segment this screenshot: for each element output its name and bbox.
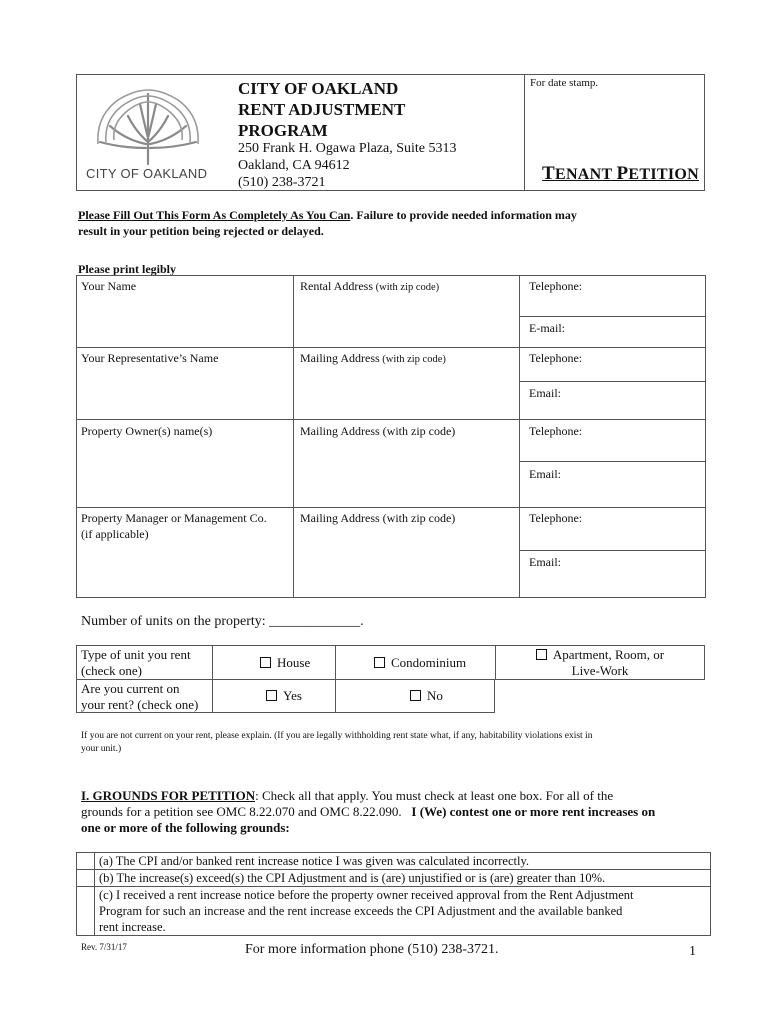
program-title-line-1: CITY OF OAKLAND	[238, 79, 399, 98]
manager-mailing-address-label: Mailing Address (with zip code)	[300, 511, 456, 525]
form-title-rest1: ENANT	[554, 166, 617, 183]
owner-mailing-address-label: Mailing Address (with zip code)	[300, 424, 456, 438]
phone-email-sep-2	[519, 381, 706, 382]
address-line-2: Oakland, CA 94612	[238, 158, 350, 173]
house-label: House	[277, 655, 311, 670]
rep-mailing-address-label	[300, 350, 446, 368]
grounds-line-3: one or more of the following grounds:	[81, 820, 290, 835]
explain-note-line-1: If you are not current on your rent, please explain. (If you are legally withholding rent state what, if any, habitability violations exist in	[81, 731, 593, 741]
grounds-text-2: grounds for a petition see OMC 8.22.070 and OMC 8.22.090.	[81, 804, 402, 819]
rep-mailing-address-field[interactable]	[298, 370, 518, 416]
house-option[interactable]	[260, 655, 310, 671]
condo-label: Condominium	[391, 655, 467, 670]
rep-email-label: Email:	[529, 386, 561, 400]
yes-option[interactable]	[266, 688, 302, 704]
manager-telephone-field[interactable]	[590, 510, 706, 548]
owner-telephone-field[interactable]	[590, 423, 706, 459]
tenant-name-field[interactable]	[80, 298, 292, 344]
rep-mailing-address-suffix: (with zip code)	[379, 354, 446, 365]
intro-underlined: Please Fill Out This Form As Completely As You Can	[78, 208, 351, 222]
program-title-line-2: RENT ADJUSTMENT	[238, 100, 406, 119]
form-title	[542, 163, 699, 185]
rep-telephone-field[interactable]	[590, 350, 706, 380]
grounds-text-1: : Check all that apply. You must check at least one box. For all of the	[255, 788, 614, 803]
representative-name-field[interactable]	[80, 370, 292, 416]
no-label: No	[427, 688, 443, 703]
tenant-telephone-label: Telephone:	[529, 279, 583, 293]
grounds-line-2	[81, 804, 655, 820]
address-line-3: (510) 238-3721	[238, 175, 326, 190]
ground-a-text: (a) The CPI and/or banked rent increase notice I was given was calculated incorrectly.	[99, 854, 530, 868]
rent-current-label-2: your rent? (check one)	[81, 697, 199, 712]
rent-current-label-1: Are you current on	[81, 681, 180, 696]
manager-email-field[interactable]	[572, 554, 706, 594]
owner-name-label: Property Owner(s) name(s)	[81, 424, 213, 438]
grounds-heading: I. GROUNDS FOR PETITION	[81, 788, 256, 803]
condo-checkbox[interactable]	[374, 657, 385, 668]
header-divider	[524, 74, 525, 191]
form-title-P: P	[616, 163, 629, 184]
your-name-label: Your Name	[81, 279, 137, 293]
manager-telephone-label: Telephone:	[529, 511, 583, 525]
manager-name-label: Property Manager or Management Co.	[81, 511, 267, 525]
apartment-label-1: Apartment, Room, or	[552, 647, 665, 662]
phone-email-sep-1	[519, 316, 706, 317]
manager-mailing-address-field[interactable]	[298, 530, 518, 595]
contact-table-row-sep-3	[76, 507, 706, 508]
date-stamp-label: For date stamp.	[530, 77, 599, 89]
contact-table-row-sep-1	[76, 347, 706, 348]
unit-table-col-3	[495, 645, 496, 680]
tenant-email-label: E-mail:	[529, 321, 565, 335]
contact-table-col-1	[293, 275, 294, 598]
representative-name-label: Your Representative’s Name	[81, 351, 219, 365]
unit-table-col-2	[335, 645, 336, 713]
program-title-line-3: PROGRAM	[238, 121, 328, 140]
form-title-T: T	[542, 163, 555, 184]
revision-date: Rev. 7/31/17	[81, 942, 127, 952]
apartment-option[interactable]	[500, 647, 700, 679]
owner-name-field[interactable]	[80, 443, 292, 505]
owner-email-label: Email:	[529, 467, 561, 481]
grounds-table-checkbox-col	[94, 852, 95, 936]
rental-address-text: Rental Address	[300, 279, 373, 293]
owner-email-field[interactable]	[572, 466, 706, 504]
apartment-checkbox[interactable]	[536, 649, 547, 660]
intro-rest: . Failure to provide needed information may	[350, 208, 577, 222]
house-checkbox[interactable]	[260, 657, 271, 668]
ground-c-text-1: (c) I received a rent increase notice before the property owner received approval from the Rent Adjustment	[99, 888, 634, 902]
footer-info: For more information phone (510) 238-3721.	[245, 942, 499, 957]
units-count-field[interactable]	[268, 612, 362, 632]
no-checkbox[interactable]	[410, 690, 421, 701]
logo-text: CITY OF OAKLAND	[86, 166, 208, 181]
address-line-1: 250 Frank H. Ogawa Plaza, Suite 5313	[238, 141, 457, 156]
intro-line-2: result in your petition being rejected or delayed.	[78, 224, 324, 238]
unit-type-label-2: (check one)	[81, 663, 142, 678]
tenant-telephone-field[interactable]	[590, 278, 706, 314]
condo-option[interactable]	[374, 655, 466, 671]
oak-tree-logo-icon	[88, 86, 208, 166]
page-number: 1	[689, 944, 696, 959]
phone-email-sep-3	[519, 461, 706, 462]
manager-email-label: Email:	[529, 555, 561, 569]
rep-mailing-address-text: Mailing Address	[300, 351, 380, 365]
tenant-email-field[interactable]	[572, 320, 706, 346]
explain-note-line-2: your unit.)	[81, 744, 122, 754]
rep-email-field[interactable]	[572, 385, 706, 417]
no-option[interactable]	[410, 688, 443, 704]
print-legibly-label: Please print legibly	[78, 262, 176, 276]
unit-type-label-1: Type of unit you rent	[81, 647, 191, 662]
rep-telephone-label: Telephone:	[529, 351, 583, 365]
manager-name-label-2: (if applicable)	[81, 527, 149, 541]
ground-c-text-3: rent increase.	[99, 920, 166, 934]
manager-name-field[interactable]	[80, 545, 292, 595]
grounds-bold-2: I (We) contest one or more rent increases on	[411, 804, 656, 819]
phone-email-sep-4	[519, 550, 706, 551]
yes-checkbox[interactable]	[266, 690, 277, 701]
rental-address-field[interactable]	[298, 298, 518, 344]
owner-mailing-address-field[interactable]	[298, 443, 518, 505]
form-title-rest2: ETITION	[628, 166, 699, 183]
units-question: Number of units on the property: _____________.	[81, 614, 364, 629]
grounds-line-1	[81, 788, 613, 804]
owner-telephone-label: Telephone:	[529, 424, 583, 438]
ground-c-text-2: Program for such an increase and the rent increase exceeds the CPI Adjustment and the available banked	[99, 904, 623, 918]
ground-b-text: (b) The increase(s) exceed(s) the CPI Adjustment and is (are) unjustified or is (are) greater than 10%.	[99, 871, 606, 885]
intro-line-1	[78, 207, 577, 223]
unit-table-col-1	[212, 645, 213, 713]
rental-address-label	[300, 278, 439, 296]
rental-address-suffix: (with zip code)	[373, 282, 440, 293]
contact-table-row-sep-2	[76, 419, 706, 420]
yes-label: Yes	[283, 688, 302, 703]
apartment-label-2: Live-Work	[571, 663, 629, 678]
